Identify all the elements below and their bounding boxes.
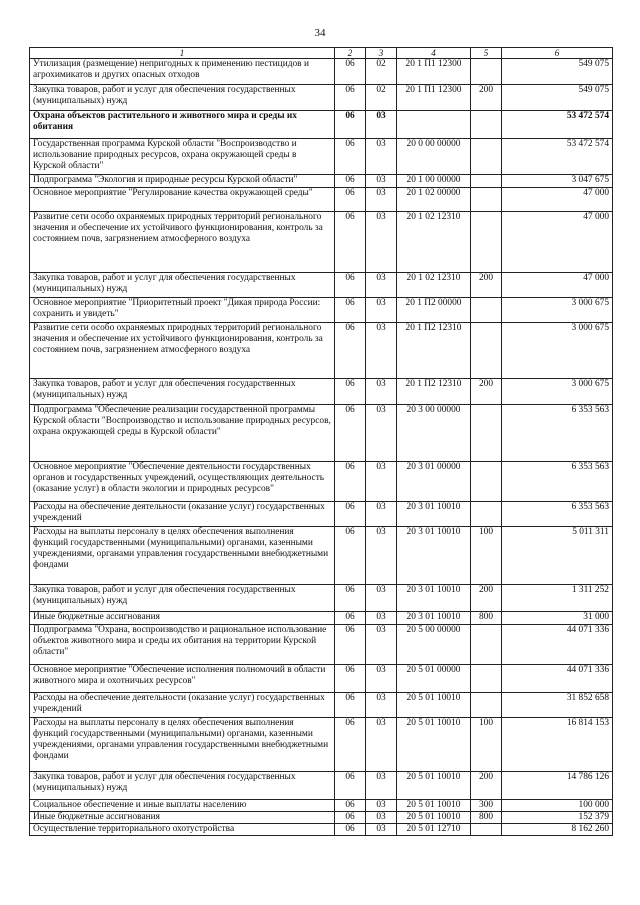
table-row bbox=[30, 85, 613, 111]
row-expense-type-cell bbox=[471, 665, 502, 693]
row-target-article-cell: 20 5 01 10010 bbox=[397, 812, 471, 824]
table-row bbox=[30, 139, 613, 175]
row-target-article-cell: 20 3 01 10010 bbox=[397, 502, 471, 527]
row-amount-cell: 31 000 bbox=[502, 612, 613, 625]
header-col-6: 6 bbox=[502, 48, 613, 59]
row-subsection-cell: 03 bbox=[366, 502, 397, 527]
table-row bbox=[30, 462, 613, 502]
row-expense-type-cell bbox=[471, 139, 502, 175]
row-subsection-cell: 03 bbox=[366, 139, 397, 175]
row-section-cell: 06 bbox=[335, 462, 366, 502]
row-expense-type-cell: 300 bbox=[471, 800, 502, 812]
row-expense-type-cell bbox=[471, 462, 502, 502]
row-subsection-cell: 03 bbox=[366, 298, 397, 323]
table-row bbox=[30, 812, 613, 824]
row-expense-type-cell: 100 bbox=[471, 718, 502, 772]
row-expense-type-cell: 200 bbox=[471, 273, 502, 298]
row-name-cell: Основное мероприятие "Приоритетный проект "Дикая природа России: сохранить и увидеть" bbox=[30, 298, 335, 323]
table-row bbox=[30, 693, 613, 718]
table-row bbox=[30, 212, 613, 273]
row-subsection-cell: 03 bbox=[366, 212, 397, 273]
row-expense-type-cell bbox=[471, 405, 502, 462]
row-expense-type-cell bbox=[471, 212, 502, 273]
row-amount-cell: 549 075 bbox=[502, 59, 613, 85]
row-name-cell: Закупка товаров, работ и услуг для обеспечения государственных (муниципальных) нужд bbox=[30, 85, 335, 111]
table-row bbox=[30, 585, 613, 612]
row-amount-cell: 31 852 658 bbox=[502, 693, 613, 718]
row-section-cell: 06 bbox=[335, 405, 366, 462]
row-section-cell: 06 bbox=[335, 824, 366, 836]
row-target-article-cell: 20 1 П1 12300 bbox=[397, 59, 471, 85]
row-name-cell: Расходы на выплаты персоналу в целях обеспечения выполнения функций государственными (муниципальными) органами, казенными учреждениями, органами управления государственными внебюджетными фондами bbox=[30, 527, 335, 585]
row-expense-type-cell: 800 bbox=[471, 612, 502, 625]
row-name-cell: Развитие сети особо охраняемых природных территорий регионального значения и обеспечение их устойчивого функционирования, контроль за состоянием почв, загрязнением атмосферного воздуха bbox=[30, 212, 335, 273]
row-target-article-cell: 20 3 01 10010 bbox=[397, 585, 471, 612]
row-target-article-cell: 20 3 01 10010 bbox=[397, 612, 471, 625]
row-name-cell: Закупка товаров, работ и услуг для обеспечения государственных (муниципальных) нужд bbox=[30, 585, 335, 612]
row-name-cell: Расходы на выплаты персоналу в целях обеспечения выполнения функций государственными (муниципальными) органами, казенными учреждениями, органами управления государственными внебюджетными фондами bbox=[30, 718, 335, 772]
row-expense-type-cell: 200 bbox=[471, 772, 502, 800]
row-subsection-cell: 03 bbox=[366, 405, 397, 462]
row-section-cell: 06 bbox=[335, 85, 366, 111]
row-expense-type-cell bbox=[471, 502, 502, 527]
row-target-article-cell: 20 5 01 12710 bbox=[397, 824, 471, 836]
row-section-cell: 06 bbox=[335, 502, 366, 527]
row-section-cell: 06 bbox=[335, 718, 366, 772]
row-section-cell: 06 bbox=[335, 323, 366, 379]
row-expense-type-cell: 200 bbox=[471, 585, 502, 612]
row-expense-type-cell: 100 bbox=[471, 527, 502, 585]
table-row bbox=[30, 612, 613, 625]
row-amount-cell: 47 000 bbox=[502, 212, 613, 273]
row-name-cell: Охрана объектов растительного и животного мира и среды их обитания bbox=[30, 111, 335, 139]
table-row bbox=[30, 527, 613, 585]
row-name-cell: Подпрограмма "Обеспечение реализации государственной программы Курской области "Воспроизводство и использование природных ресурсов, охрана окружающей среды в Курской области" bbox=[30, 405, 335, 462]
row-target-article-cell: 20 5 01 10010 bbox=[397, 718, 471, 772]
row-expense-type-cell bbox=[471, 323, 502, 379]
row-expense-type-cell bbox=[471, 693, 502, 718]
table-row bbox=[30, 298, 613, 323]
table-row bbox=[30, 379, 613, 405]
row-subsection-cell: 03 bbox=[366, 824, 397, 836]
header-col-3: 3 bbox=[366, 48, 397, 59]
row-amount-cell: 53 472 574 bbox=[502, 139, 613, 175]
row-expense-type-cell bbox=[471, 625, 502, 665]
row-section-cell: 06 bbox=[335, 298, 366, 323]
table-row bbox=[30, 625, 613, 665]
row-name-cell: Закупка товаров, работ и услуг для обеспечения государственных (муниципальных) нужд bbox=[30, 379, 335, 405]
header-col-5: 5 bbox=[471, 48, 502, 59]
row-section-cell: 06 bbox=[335, 812, 366, 824]
row-amount-cell: 6 353 563 bbox=[502, 405, 613, 462]
row-section-cell: 06 bbox=[335, 800, 366, 812]
row-amount-cell: 1 311 252 bbox=[502, 585, 613, 612]
row-amount-cell: 6 353 563 bbox=[502, 462, 613, 502]
row-expense-type-cell bbox=[471, 824, 502, 836]
row-amount-cell: 44 071 336 bbox=[502, 625, 613, 665]
row-name-cell: Расходы на обеспечение деятельности (оказание услуг) государственных учреждений bbox=[30, 502, 335, 527]
row-section-cell: 06 bbox=[335, 527, 366, 585]
header-col-4: 4 bbox=[397, 48, 471, 59]
row-subsection-cell: 03 bbox=[366, 323, 397, 379]
row-target-article-cell: 20 1 П1 12300 bbox=[397, 85, 471, 111]
row-subsection-cell: 03 bbox=[366, 527, 397, 585]
header-col-1: 1 bbox=[30, 48, 335, 59]
row-section-cell: 06 bbox=[335, 612, 366, 625]
budget-table bbox=[29, 47, 613, 836]
row-section-cell: 06 bbox=[335, 212, 366, 273]
row-name-cell: Социальное обеспечение и иные выплаты населению bbox=[30, 800, 335, 812]
row-subsection-cell: 03 bbox=[366, 665, 397, 693]
row-amount-cell: 3 000 675 bbox=[502, 298, 613, 323]
row-amount-cell: 53 472 574 bbox=[502, 111, 613, 139]
row-amount-cell: 14 786 126 bbox=[502, 772, 613, 800]
row-subsection-cell: 03 bbox=[366, 800, 397, 812]
row-target-article-cell: 20 5 01 10010 bbox=[397, 772, 471, 800]
row-expense-type-cell bbox=[471, 175, 502, 188]
row-subsection-cell: 03 bbox=[366, 612, 397, 625]
table-row bbox=[30, 59, 613, 85]
row-name-cell: Государственная программа Курской области "Воспроизводство и использование природных ресурсов, охрана окружающей среды в Курской области" bbox=[30, 139, 335, 175]
row-amount-cell: 152 379 bbox=[502, 812, 613, 824]
header-col-2: 2 bbox=[335, 48, 366, 59]
row-section-cell: 06 bbox=[335, 273, 366, 298]
row-section-cell: 06 bbox=[335, 139, 366, 175]
row-subsection-cell: 03 bbox=[366, 718, 397, 772]
row-section-cell: 06 bbox=[335, 59, 366, 85]
row-subsection-cell: 03 bbox=[366, 188, 397, 212]
row-subsection-cell: 03 bbox=[366, 111, 397, 139]
row-expense-type-cell: 200 bbox=[471, 85, 502, 111]
row-target-article-cell: 20 1 02 00000 bbox=[397, 188, 471, 212]
row-amount-cell: 3 000 675 bbox=[502, 323, 613, 379]
row-subsection-cell: 03 bbox=[366, 175, 397, 188]
row-subsection-cell: 03 bbox=[366, 693, 397, 718]
table-row bbox=[30, 800, 613, 812]
table-row bbox=[30, 273, 613, 298]
row-section-cell: 06 bbox=[335, 665, 366, 693]
row-subsection-cell: 03 bbox=[366, 585, 397, 612]
row-target-article-cell: 20 3 00 00000 bbox=[397, 405, 471, 462]
row-amount-cell: 3 047 675 bbox=[502, 175, 613, 188]
row-section-cell: 06 bbox=[335, 111, 366, 139]
row-expense-type-cell bbox=[471, 298, 502, 323]
row-name-cell: Иные бюджетные ассигнования bbox=[30, 812, 335, 824]
row-expense-type-cell: 200 bbox=[471, 379, 502, 405]
row-subsection-cell: 03 bbox=[366, 772, 397, 800]
row-name-cell: Подпрограмма "Охрана, воспроизводство и рациональное использование объектов животного мира и среды их обитания на территории Курской области" bbox=[30, 625, 335, 665]
row-subsection-cell: 02 bbox=[366, 59, 397, 85]
row-amount-cell: 6 353 563 bbox=[502, 502, 613, 527]
row-name-cell: Подпрограмма "Экология и природные ресурсы Курской области" bbox=[30, 175, 335, 188]
row-target-article-cell: 20 1 02 12310 bbox=[397, 273, 471, 298]
row-section-cell: 06 bbox=[335, 693, 366, 718]
row-subsection-cell: 02 bbox=[366, 85, 397, 111]
row-amount-cell: 47 000 bbox=[502, 188, 613, 212]
row-subsection-cell: 03 bbox=[366, 379, 397, 405]
row-expense-type-cell: 800 bbox=[471, 812, 502, 824]
row-target-article-cell: 20 1 02 12310 bbox=[397, 212, 471, 273]
table-row bbox=[30, 405, 613, 462]
row-subsection-cell: 03 bbox=[366, 625, 397, 665]
table-row bbox=[30, 824, 613, 836]
row-target-article-cell bbox=[397, 111, 471, 139]
row-target-article-cell: 20 5 01 00000 bbox=[397, 665, 471, 693]
table-row bbox=[30, 772, 613, 800]
row-name-cell: Закупка товаров, работ и услуг для обеспечения государственных (муниципальных) нужд bbox=[30, 772, 335, 800]
row-target-article-cell: 20 1 00 00000 bbox=[397, 175, 471, 188]
row-name-cell: Осуществление территориального охотустройства bbox=[30, 824, 335, 836]
row-expense-type-cell bbox=[471, 59, 502, 85]
row-amount-cell: 8 162 260 bbox=[502, 824, 613, 836]
row-name-cell: Закупка товаров, работ и услуг для обеспечения государственных (муниципальных) нужд bbox=[30, 273, 335, 298]
table-row bbox=[30, 323, 613, 379]
row-target-article-cell: 20 3 01 00000 bbox=[397, 462, 471, 502]
row-subsection-cell: 03 bbox=[366, 462, 397, 502]
row-target-article-cell: 20 5 01 10010 bbox=[397, 693, 471, 718]
row-expense-type-cell bbox=[471, 111, 502, 139]
table-body bbox=[30, 59, 613, 836]
table-row bbox=[30, 111, 613, 139]
row-amount-cell: 549 075 bbox=[502, 85, 613, 111]
row-amount-cell: 3 000 675 bbox=[502, 379, 613, 405]
row-amount-cell: 5 011 311 bbox=[502, 527, 613, 585]
row-name-cell: Основное мероприятие "Обеспечение исполнения полномочий в области животного мира и охотничьих ресурсов" bbox=[30, 665, 335, 693]
row-section-cell: 06 bbox=[335, 379, 366, 405]
row-section-cell: 06 bbox=[335, 175, 366, 188]
row-subsection-cell: 03 bbox=[366, 812, 397, 824]
row-amount-cell: 47 000 bbox=[502, 273, 613, 298]
row-target-article-cell: 20 1 П2 12310 bbox=[397, 379, 471, 405]
row-name-cell: Основное мероприятие "Обеспечение деятельности государственных органов и государственных учреждений, осуществляющих деятельность (оказание услуг) в области экологии и природных ресурсов" bbox=[30, 462, 335, 502]
row-amount-cell: 44 071 336 bbox=[502, 665, 613, 693]
row-expense-type-cell bbox=[471, 188, 502, 212]
row-target-article-cell: 20 0 00 00000 bbox=[397, 139, 471, 175]
row-target-article-cell: 20 3 01 10010 bbox=[397, 527, 471, 585]
row-section-cell: 06 bbox=[335, 772, 366, 800]
row-amount-cell: 16 814 153 bbox=[502, 718, 613, 772]
row-section-cell: 06 bbox=[335, 585, 366, 612]
row-name-cell: Основное мероприятие "Регулирование качества окружающей среды" bbox=[30, 188, 335, 212]
table-row bbox=[30, 718, 613, 772]
row-name-cell: Расходы на обеспечение деятельности (оказание услуг) государственных учреждений bbox=[30, 693, 335, 718]
row-target-article-cell: 20 1 П2 00000 bbox=[397, 298, 471, 323]
row-target-article-cell: 20 5 00 00000 bbox=[397, 625, 471, 665]
row-subsection-cell: 03 bbox=[366, 273, 397, 298]
row-target-article-cell: 20 1 П2 12310 bbox=[397, 323, 471, 379]
page-number: 34 bbox=[314, 27, 326, 39]
row-name-cell: Развитие сети особо охраняемых природных территорий регионального значения и обеспечение их устойчивого функционирования, контроль за состоянием почв, загрязнением атмосферного воздуха bbox=[30, 323, 335, 379]
row-section-cell: 06 bbox=[335, 625, 366, 665]
table-header-row bbox=[30, 48, 613, 59]
table-row bbox=[30, 175, 613, 188]
table-row bbox=[30, 502, 613, 527]
row-amount-cell: 100 000 bbox=[502, 800, 613, 812]
row-name-cell: Иные бюджетные ассигнования bbox=[30, 612, 335, 625]
table-row bbox=[30, 188, 613, 212]
row-section-cell: 06 bbox=[335, 188, 366, 212]
row-name-cell: Утилизация (размещение) непригодных к применению пестицидов и агрохимикатов и других опасных отходов bbox=[30, 59, 335, 85]
row-target-article-cell: 20 5 01 10010 bbox=[397, 800, 471, 812]
table-row bbox=[30, 665, 613, 693]
